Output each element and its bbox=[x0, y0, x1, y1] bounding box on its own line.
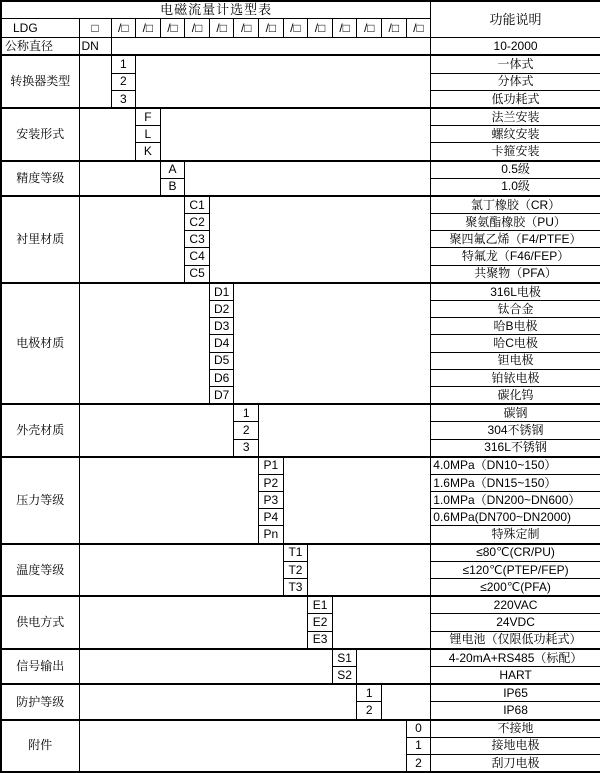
option-description: 锂电池（仅限低功耗式） bbox=[431, 631, 600, 649]
option-description: ≤120℃(PTEP/FEP) bbox=[431, 561, 600, 578]
option-code-cell: T1 bbox=[283, 544, 308, 562]
option-description: ≤200℃(PFA) bbox=[431, 579, 600, 597]
option-code-cell: D6 bbox=[209, 369, 234, 386]
category-label: 安装形式 bbox=[1, 108, 79, 161]
model-box: □ bbox=[79, 19, 111, 38]
option-code-cell: 2 bbox=[111, 73, 136, 90]
spacer-cell bbox=[79, 196, 185, 283]
option-code-cell: 0 bbox=[406, 720, 431, 738]
option-description: 4-20mA+RS485（标配） bbox=[431, 649, 600, 667]
option-description: HART bbox=[431, 666, 600, 684]
diameter-code: DN bbox=[79, 38, 111, 56]
option-code-cell: 3 bbox=[234, 439, 259, 457]
spacer-cell bbox=[79, 457, 259, 544]
function-column-header: 功能说明 bbox=[431, 1, 600, 38]
option-description: 特殊定制 bbox=[431, 526, 600, 544]
category-label: 外壳材质 bbox=[1, 404, 79, 457]
spacer-cell bbox=[79, 649, 332, 684]
category-label: 供电方式 bbox=[1, 596, 79, 649]
option-code-cell: D3 bbox=[209, 318, 234, 335]
option-code-cell: 2 bbox=[406, 754, 431, 772]
option-description: 钛合金 bbox=[431, 301, 600, 318]
diameter-label: 公称直径 bbox=[1, 38, 79, 56]
option-description: 氯丁橡胶（CR） bbox=[431, 196, 600, 214]
option-description: 碳钢 bbox=[431, 404, 600, 422]
spacer-cell bbox=[79, 596, 308, 649]
option-code-cell: 1 bbox=[406, 737, 431, 754]
option-description: 分体式 bbox=[431, 73, 600, 90]
option-code-cell: P2 bbox=[259, 474, 284, 491]
category-label: 压力等级 bbox=[1, 457, 79, 544]
option-description: ≤80℃(CR/PU) bbox=[431, 544, 600, 562]
spacer-cell bbox=[79, 161, 160, 196]
spacer-cell bbox=[382, 684, 431, 719]
category-label: 附件 bbox=[1, 720, 79, 773]
option-description: 不接地 bbox=[431, 720, 600, 738]
option-code-cell: K bbox=[136, 143, 161, 161]
spacer-cell bbox=[79, 404, 234, 457]
option-code-cell: A bbox=[160, 161, 185, 179]
option-code-cell: L bbox=[136, 126, 161, 143]
option-description: 法兰安装 bbox=[431, 108, 600, 126]
option-code-cell: 1 bbox=[111, 55, 136, 73]
option-code-cell: P3 bbox=[259, 492, 284, 509]
model-prefix: LDG bbox=[1, 19, 79, 38]
spacer-cell bbox=[283, 457, 431, 544]
option-description: 304不锈钢 bbox=[431, 422, 600, 439]
option-code-cell: C1 bbox=[185, 196, 210, 214]
option-description: 卡箍安装 bbox=[431, 143, 600, 161]
diameter-description: 10-2000 bbox=[431, 38, 600, 56]
category-label: 电极材质 bbox=[1, 283, 79, 404]
spacer-cell bbox=[79, 684, 357, 719]
option-code-cell: P1 bbox=[259, 457, 284, 475]
spacer-cell bbox=[79, 108, 136, 161]
option-code-cell: F bbox=[136, 108, 161, 126]
model-slash-box: /□ bbox=[382, 19, 407, 38]
option-description: 一体式 bbox=[431, 55, 600, 73]
option-code-cell: 1 bbox=[357, 684, 382, 702]
spacer-cell bbox=[259, 404, 431, 457]
spacer-cell bbox=[79, 55, 111, 108]
spacer-cell bbox=[332, 596, 430, 649]
model-slash-box: /□ bbox=[332, 19, 357, 38]
option-description: 铂铱电极 bbox=[431, 369, 600, 386]
option-description: 聚氨酯橡胶（PU） bbox=[431, 214, 600, 231]
spacer-cell bbox=[209, 196, 430, 283]
option-description: 316L不锈钢 bbox=[431, 439, 600, 457]
spacer-cell bbox=[79, 720, 406, 773]
category-label: 衬里材质 bbox=[1, 196, 79, 283]
option-code-cell: S1 bbox=[332, 649, 357, 667]
model-slash-box: /□ bbox=[136, 19, 161, 38]
option-code-cell: E3 bbox=[308, 631, 333, 649]
option-code-cell: E2 bbox=[308, 614, 333, 631]
option-description: 螺纹安装 bbox=[431, 126, 600, 143]
category-label: 精度等级 bbox=[1, 161, 79, 196]
category-label: 信号输出 bbox=[1, 649, 79, 684]
model-slash-box: /□ bbox=[308, 19, 333, 38]
model-slash-box: /□ bbox=[111, 19, 136, 38]
option-code-cell: B bbox=[160, 178, 185, 196]
category-label: 温度等级 bbox=[1, 544, 79, 597]
option-code-cell: D1 bbox=[209, 283, 234, 301]
spacer-cell bbox=[79, 544, 283, 597]
option-description: 24VDC bbox=[431, 614, 600, 631]
option-description: 哈C电极 bbox=[431, 335, 600, 352]
option-code-cell: 2 bbox=[234, 422, 259, 439]
spacer-cell bbox=[357, 649, 431, 684]
option-description: 0.5级 bbox=[431, 161, 600, 179]
option-code-cell: Pn bbox=[259, 526, 284, 544]
model-slash-box: /□ bbox=[259, 19, 284, 38]
option-description: 钽电极 bbox=[431, 352, 600, 369]
model-slash-box: /□ bbox=[160, 19, 185, 38]
model-slash-box: /□ bbox=[406, 19, 431, 38]
spacer-cell bbox=[308, 544, 431, 597]
option-code-cell: C4 bbox=[185, 248, 210, 265]
option-description: 特氟龙（F46/FEP） bbox=[431, 248, 600, 265]
option-code-cell: C5 bbox=[185, 265, 210, 283]
option-code-cell: D5 bbox=[209, 352, 234, 369]
option-description: 1.6MPa（DN15~150） bbox=[431, 474, 600, 491]
option-code-cell: 3 bbox=[111, 90, 136, 108]
option-code-cell: T2 bbox=[283, 561, 308, 578]
option-description: 聚四氟乙烯（F4/PTFE） bbox=[431, 231, 600, 248]
option-description: 低功耗式 bbox=[431, 90, 600, 108]
spacer-cell bbox=[234, 283, 431, 404]
table-title: 电磁流量计选型表 bbox=[1, 1, 431, 19]
spacer-cell bbox=[79, 283, 209, 404]
model-slash-box: /□ bbox=[209, 19, 234, 38]
option-code-cell: 1 bbox=[234, 404, 259, 422]
model-slash-box: /□ bbox=[283, 19, 308, 38]
option-description: 哈B电极 bbox=[431, 318, 600, 335]
option-description: 1.0MPa（DN200~DN600） bbox=[431, 492, 600, 509]
option-code-cell: 2 bbox=[357, 702, 382, 720]
option-description: 碳化钨 bbox=[431, 386, 600, 404]
option-code-cell: S2 bbox=[332, 666, 357, 684]
category-label: 防护等级 bbox=[1, 684, 79, 719]
option-code-cell: C2 bbox=[185, 214, 210, 231]
option-code-cell: E1 bbox=[308, 596, 333, 614]
option-description: 共聚物（PFA） bbox=[431, 265, 600, 283]
model-slash-box: /□ bbox=[185, 19, 210, 38]
option-description: IP65 bbox=[431, 684, 600, 702]
option-description: 1.0级 bbox=[431, 178, 600, 196]
option-description: 4.0MPa（DN10~150） bbox=[431, 457, 600, 475]
option-description: 接地电极 bbox=[431, 737, 600, 754]
model-slash-box: /□ bbox=[234, 19, 259, 38]
option-description: 0.6MPa(DN700~DN2000) bbox=[431, 509, 600, 526]
option-code-cell: T3 bbox=[283, 579, 308, 597]
option-code-cell: D4 bbox=[209, 335, 234, 352]
spacer-cell bbox=[136, 55, 431, 108]
option-description: 刮刀电极 bbox=[431, 754, 600, 772]
spacer-cell bbox=[160, 108, 431, 161]
option-description: IP68 bbox=[431, 702, 600, 720]
option-code-cell: C3 bbox=[185, 231, 210, 248]
spacer-cell bbox=[111, 38, 431, 56]
option-code-cell: P4 bbox=[259, 509, 284, 526]
option-code-cell: D7 bbox=[209, 386, 234, 404]
category-label: 转换器类型 bbox=[1, 55, 79, 108]
option-description: 316L电极 bbox=[431, 283, 600, 301]
spacer-cell bbox=[185, 161, 431, 196]
option-description: 220VAC bbox=[431, 596, 600, 614]
model-slash-box: /□ bbox=[357, 19, 382, 38]
option-code-cell: D2 bbox=[209, 301, 234, 318]
